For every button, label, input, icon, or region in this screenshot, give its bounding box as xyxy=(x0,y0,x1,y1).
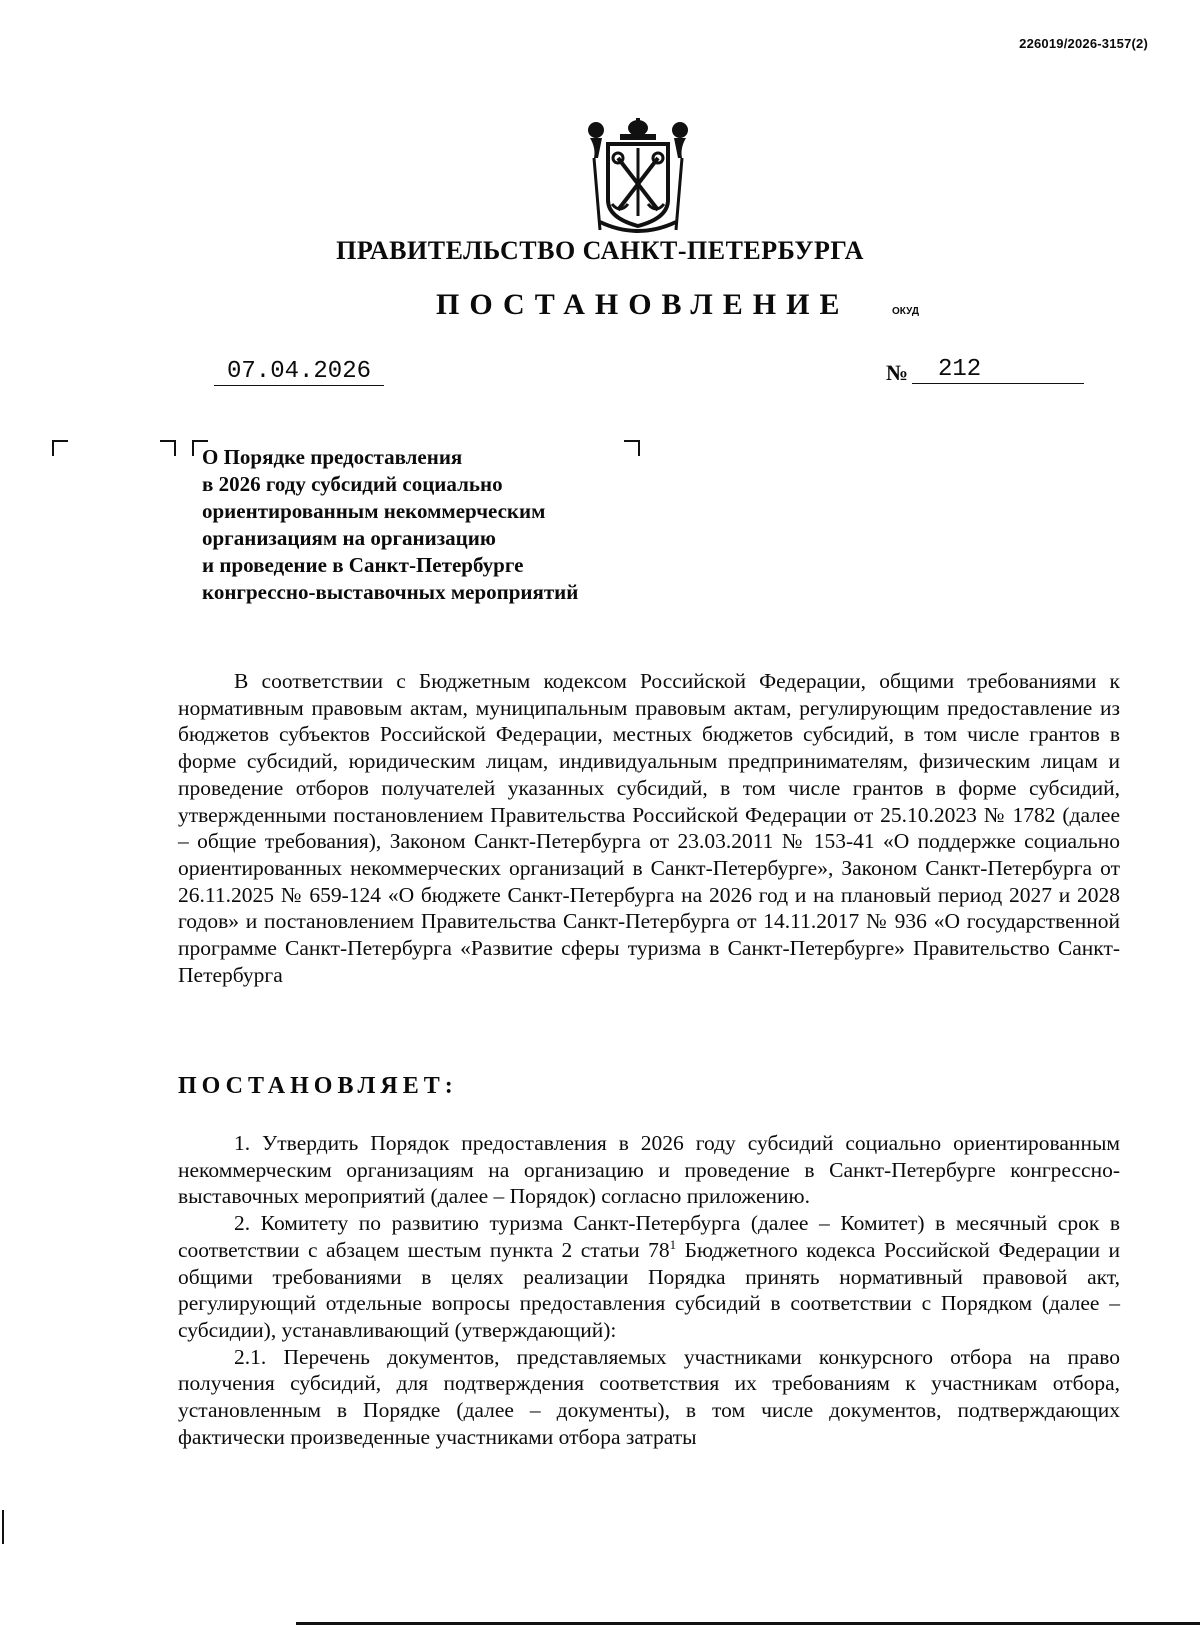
subject-block xyxy=(202,444,578,606)
scan-bottom-edge xyxy=(296,1622,1200,1625)
subject-line: и проведение в Санкт-Петербурге xyxy=(202,553,524,577)
preamble-paragraph: В соответствии с Бюджетным кодексом Российской Федерации, общими требованиями к нормативным правовым актам, муниципальным правовым актам, регулирующим предоставление из бюджетов субъектов Российской Федерации, местных бюджетов субсидий, в том числе грантов в форме субсидий, юридическим лицам, индивидуальным предпринимателям, физическим лицам и проведение отборов получателей указанных субсидий, в том числе грантов в форме субсидий, утвержденными постановлением Правительства Российской Федерации от 25.10.2023 № 1782 (далее – общие требования), Законом Санкт-Петербурга от 23.03.2011 № 153-41 «О поддержке социально ориентированных некоммерческих организаций в Санкт-Петербурге», Законом Санкт-Петербурга от 26.11.2025 № 659-124 «О бюджете Санкт-Петербурга на 2026 год и на плановый период 2027 и 2028 годов» и постановлением Правительства Санкт-Петербурга от 14.11.2017 № 936 «О государственной программе Санкт-Петербурга «Развитие сферы туризма в Санкт-Петербурге» Правительство Санкт-Петербурга xyxy=(178,669,1120,987)
subject-line: О Порядке предоставления xyxy=(202,445,463,469)
decree-items xyxy=(178,1130,1120,1450)
document-date: 07.04.2026 xyxy=(214,358,384,386)
government-title: ПРАВИТЕЛЬСТВО САНКТ-ПЕТЕРБУРГА xyxy=(336,236,864,265)
scan-edge-mark xyxy=(2,1510,4,1544)
item-2 xyxy=(178,1210,1120,1344)
document-id: 226019/2026-3157(2) xyxy=(1019,36,1148,51)
margin-corner-left xyxy=(52,440,68,456)
document-number: 212 xyxy=(912,356,1084,384)
subject-line: ориентированным некоммерческим xyxy=(202,499,546,523)
saint-petersburg-coat-of-arms-icon xyxy=(586,118,690,236)
subject-corner-open-right xyxy=(160,440,176,456)
subject-line: организациям на организацию xyxy=(202,526,496,550)
subject-corner-close xyxy=(624,440,640,456)
preamble-block xyxy=(178,668,1120,988)
item-1: 1. Утвердить Порядок предоставления в 2026 году субсидий социально ориентированным некоммерческим организациям на организацию и проведение в Санкт-Петербурге конгрессно-выставочных мероприятий (далее – Порядок) согласно приложению. xyxy=(178,1131,1120,1209)
number-label: № xyxy=(886,360,909,385)
subject-line: в 2026 году субсидий социально xyxy=(202,472,503,496)
resolution-title: ПОСТАНОВЛЕНИЕ xyxy=(436,288,850,321)
subject-line: конгрессно-выставочных мероприятий xyxy=(202,580,579,604)
item-2-text-start: 2. Комитету по развитию туризма Санкт-Петербурга (далее – Комитет) в месячный срок в соответствии с абзацем шестым пункта 2 статьи 78 xyxy=(178,1211,1120,1262)
item-2-superscript: 1 xyxy=(669,1236,677,1252)
item-2-1: 2.1. Перечень документов, представляемых участниками конкурсного отбора на право получения субсидий, для подтверждения соответствия их требованиям к участникам отбора, установленным в Порядке (далее – документы), в том числе документов, подтверждающих фактически произведенные участниками отбора затраты xyxy=(178,1344,1120,1449)
decree-heading: ПОСТАНОВЛЯЕТ: xyxy=(178,1073,458,1099)
item-2-text-end: Бюджетного кодекса Российской Федерации и общими требованиями в целях реализации Порядка принять нормативный правовой акт, регулирующий отдельные вопросы предоставления субсидий в соответствии с Порядком (далее – субсидии), устанавливающий (утверждающий): xyxy=(178,1237,1121,1342)
okud-label: ОКУД xyxy=(892,306,919,317)
